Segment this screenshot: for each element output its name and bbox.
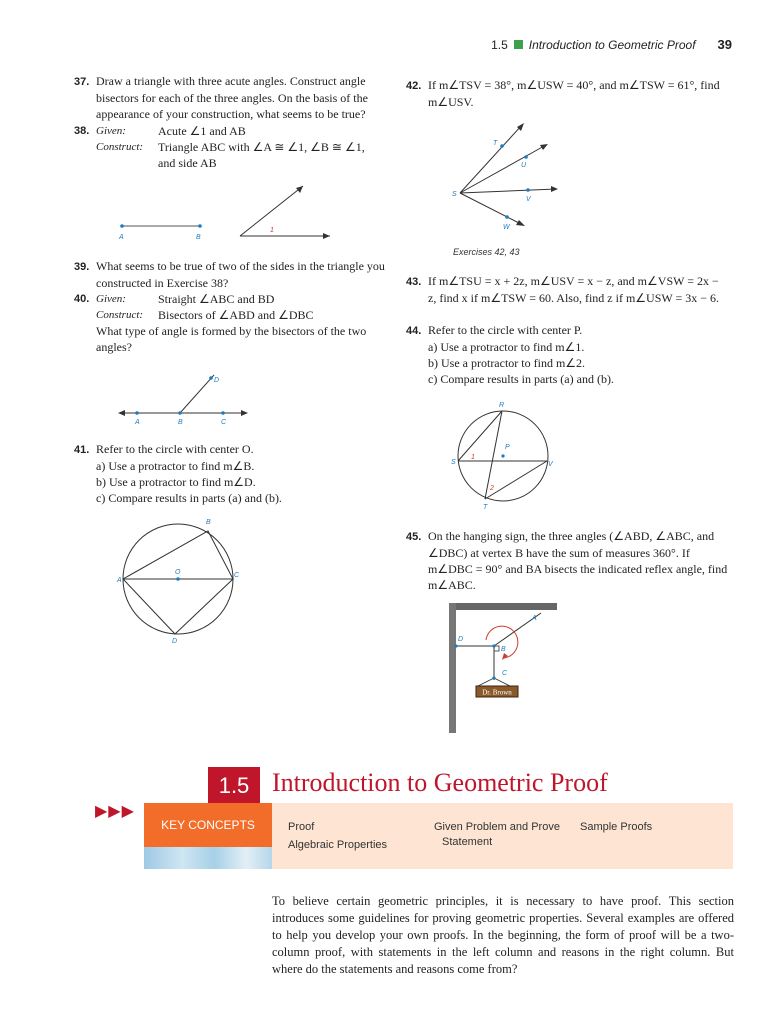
sign-post [449, 603, 456, 733]
arrowhead-icon [540, 144, 548, 150]
arrowhead-icon [516, 220, 525, 226]
ray-sv [460, 189, 556, 193]
section-title: Introduction to Geometric Proof [272, 768, 608, 797]
sign-chain-left [478, 678, 494, 686]
exercise-text: If m∠TSU = x + 2z, m∠USV = x − z, and m∠VSW = 2x − z, find x if m∠TSW = 60. Also, find z if m∠USW = 3x − 6. [428, 274, 720, 305]
exercise-37 [74, 73, 388, 122]
label-w: W [503, 224, 510, 231]
exercise-number: 41. [74, 444, 90, 456]
concept-item: Sample Proofs [580, 821, 653, 833]
label-d: D [458, 636, 464, 643]
exercise-40 [74, 291, 388, 355]
arrowhead-icon [502, 653, 508, 660]
exercise-number: 37. [74, 76, 90, 88]
section-number: 1.5 [208, 767, 260, 805]
label-a: A [117, 577, 122, 584]
label-c: C [221, 419, 227, 426]
header-section: 1.5 [491, 37, 508, 52]
part-c: c) Compare results in parts (a) and (b). [96, 491, 282, 505]
given-text: Acute ∠1 and AB [158, 124, 246, 138]
point-o [176, 577, 180, 581]
chord-tv [485, 461, 547, 499]
concept-item: Proof [288, 821, 315, 833]
arrowhead-icon [241, 410, 248, 416]
label-a: A [119, 234, 124, 241]
arrowhead-icon [296, 186, 303, 193]
arrowhead-icon [118, 410, 125, 416]
intro-paragraph: To believe certain geometric principles, it is necessary to have proof. This section introduces some guidelines for proving geometric properties. Several examples are offered to help you develop your own proofs. In the beginning, the form of proof will be a two-column proof, with statements in the left column and reasons in the right column. But where do the statements and reasons come from? [272, 894, 734, 976]
exercise-number: 43. [406, 276, 422, 288]
label-d: D [214, 377, 220, 384]
exercise-number: 39. [74, 261, 90, 273]
figure-caption: Exercises 42, 43 [453, 247, 520, 257]
point-w [505, 215, 509, 219]
key-concepts-label: KEY CONCEPTS [144, 803, 272, 847]
figure-45 [446, 600, 566, 740]
label-b: B [178, 419, 183, 426]
chord-sr [458, 411, 502, 461]
exercise-question: What type of angle is formed by the bisectors of the two angles? [96, 324, 367, 354]
exercise-text: Draw a triangle with three acute angles. Construct angle bisectors for each of the three angles. On the basis of the appearance of your construction, what seems to be true? [96, 74, 368, 121]
point-b [178, 411, 182, 415]
construct-label: Construct: [96, 309, 144, 321]
label-c: C [502, 670, 508, 677]
page-number: 39 [717, 37, 732, 52]
triple-arrow-icon: ▶▶▶ [95, 803, 135, 820]
label-a: A [532, 615, 537, 622]
figure-44 [446, 398, 566, 513]
exercise-number: 38. [74, 125, 90, 137]
label-u: U [521, 162, 527, 169]
part-b: b) Use a protractor to find m∠2. [428, 356, 586, 370]
given-label: Given: [96, 125, 126, 137]
arrowhead-icon [323, 233, 330, 239]
construct-label: Construct: [96, 141, 144, 153]
point-t [500, 144, 504, 148]
exercise-number: 45. [406, 531, 422, 543]
figure-40 [110, 368, 260, 430]
given-label: Given: [96, 293, 126, 305]
exercise-number: 40. [74, 293, 90, 305]
point-c [492, 676, 495, 679]
label-r: R [499, 402, 505, 409]
concept-item: Given Problem and Prove [434, 821, 560, 833]
label-b: B [206, 519, 211, 526]
exercise-text: On the hanging sign, the three angles (∠ABD, ∠ABC, and ∠DBC) at vertex B have the sum of measures 360°. If m∠DBC = 90° and BA bisects the indicated reflex angle, find m∠ABC. [428, 529, 728, 592]
exercise-number: 44. [406, 325, 422, 337]
figure-41 [112, 512, 252, 648]
exercise-text: Refer to the circle with center P. [428, 323, 583, 337]
sign-post-top [449, 603, 557, 610]
figure-42-43 [440, 118, 580, 238]
point-a [135, 411, 139, 415]
label-c: C [234, 572, 240, 579]
point-v [526, 188, 530, 192]
green-square-icon [514, 40, 523, 49]
ray-st [460, 125, 522, 193]
label-p: P [505, 444, 510, 451]
exercise-text: If m∠TSV = 38°, m∠USW = 40°, and m∠TSW = 61°, find m∠USV. [428, 78, 720, 109]
point-d [209, 376, 213, 380]
label-t: T [493, 140, 498, 147]
label-s: S [451, 459, 456, 466]
label-b: B [501, 646, 506, 653]
part-b: b) Use a protractor to find m∠D. [96, 475, 256, 489]
header-title: Introduction to Geometric Proof [528, 37, 696, 52]
point-c [221, 411, 225, 415]
exercise-41 [74, 441, 388, 506]
ray-sw [460, 193, 523, 225]
part-a: a) Use a protractor to find m∠1. [428, 340, 585, 354]
point-a [120, 224, 124, 228]
label-angle-2: 2 [490, 485, 494, 492]
label-v: V [548, 461, 553, 468]
figure-38 [110, 180, 350, 245]
exercise-38 [74, 123, 388, 171]
construct-text: Triangle ABC with ∠A ≅ ∠1, ∠B ≅ ∠1, and side AB [158, 140, 365, 170]
label-angle-1: 1 [471, 454, 475, 461]
label-angle-1: 1 [270, 227, 274, 234]
label-s: S [452, 191, 457, 198]
reflex-angle-arc [486, 626, 518, 658]
ray-su [460, 145, 546, 193]
exercise-text: Refer to the circle with center O. [96, 442, 254, 456]
ray-bd [180, 375, 214, 413]
exercise-45 [406, 528, 733, 593]
point-d [454, 644, 457, 647]
exercise-44 [406, 322, 728, 387]
exercise-43 [406, 273, 728, 306]
label-v: V [526, 196, 531, 203]
part-a: a) Use a protractor to find m∠B. [96, 459, 255, 473]
exercise-number: 42. [406, 80, 422, 92]
concept-item: Algebraic Properties [288, 839, 388, 851]
given-text: Straight ∠ABC and BD [158, 292, 275, 306]
point-b [492, 644, 495, 647]
label-a: A [135, 419, 140, 426]
concept-item-continuation: Statement [442, 836, 493, 848]
exercise-42 [406, 77, 728, 110]
key-concepts-col-2 [434, 820, 560, 850]
part-c: c) Compare results in parts (a) and (b). [428, 372, 614, 386]
label-b: B [196, 234, 201, 241]
sign-text: Dr. Brown [482, 688, 512, 697]
running-header [491, 37, 732, 52]
exercise-39 [74, 258, 388, 291]
label-o: O [175, 569, 181, 576]
point-b [198, 224, 202, 228]
sign-chain-right [494, 678, 510, 686]
key-concepts-image [144, 847, 272, 869]
construct-text: Bisectors of ∠ABD and ∠DBC [158, 308, 314, 322]
arrowhead-icon [551, 186, 558, 192]
point-p [501, 454, 504, 457]
exercise-text: What seems to be true of two of the sides in the triangle you constructed in Exercise 38? [96, 259, 385, 290]
key-concepts-col-3 [580, 820, 652, 835]
label-d: D [172, 638, 178, 645]
key-concepts-col-1 [288, 820, 387, 853]
point-u [524, 155, 528, 159]
label-t: T [483, 504, 488, 511]
